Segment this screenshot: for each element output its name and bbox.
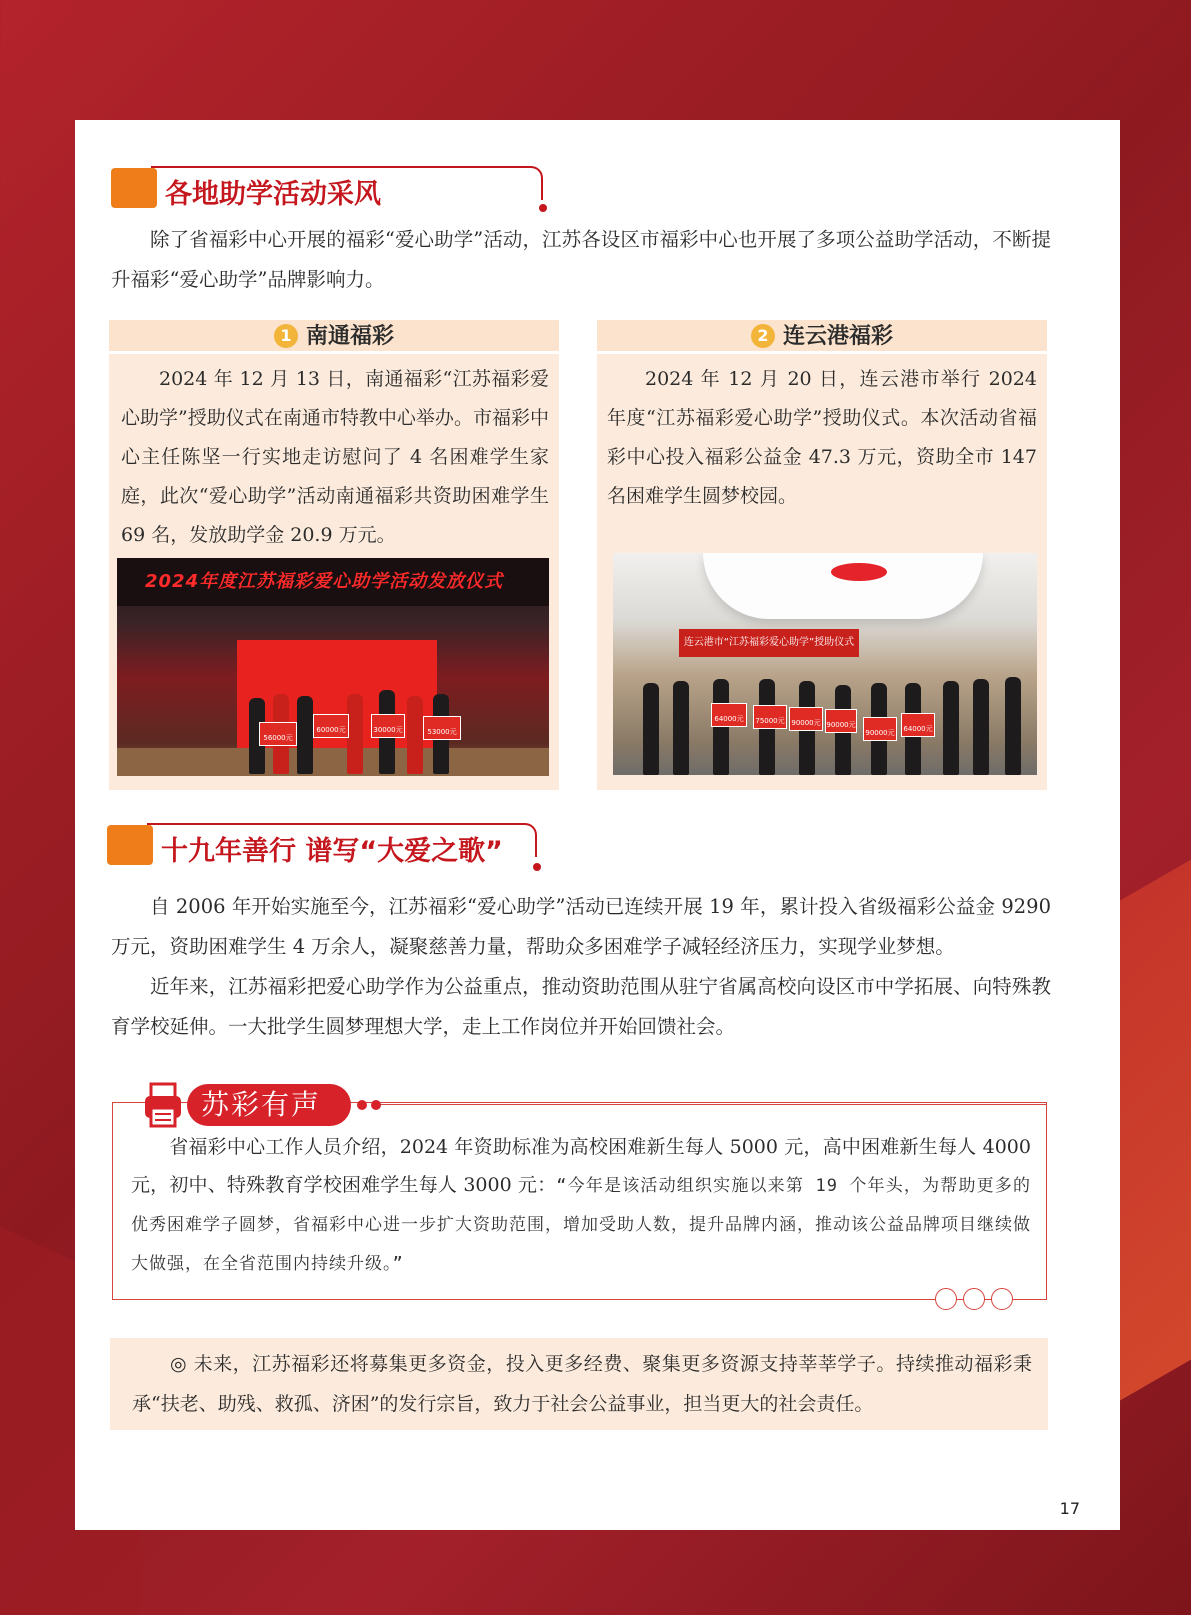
donation-board: 90000元 bbox=[825, 709, 857, 733]
card-title: 连云港福彩 bbox=[782, 324, 893, 349]
card-title: 南通福彩 bbox=[305, 324, 394, 349]
person bbox=[1005, 677, 1021, 775]
decor-dot bbox=[357, 1100, 367, 1110]
donation-board: 90000元 bbox=[789, 707, 823, 731]
section-title-text: 各地助学活动采风 bbox=[165, 179, 381, 210]
person bbox=[407, 696, 423, 774]
card-lianyungang bbox=[597, 320, 1047, 790]
voice-tag: 苏彩有声 bbox=[187, 1084, 351, 1126]
donation-board: 64000元 bbox=[711, 703, 747, 727]
paragraph-history: 自 2006 年开始实施至今，江苏福彩“爱心助学”活动已连续开展 19 年，累计投入省级福彩公益金 9290 万元，资助困难学生 4 万余人，凝聚慈善力量，帮助众多困难学子减轻经济压力，实现学业梦想。 bbox=[111, 895, 1051, 958]
future-box bbox=[110, 1338, 1048, 1430]
person bbox=[673, 681, 689, 775]
person bbox=[973, 679, 989, 775]
donation-board: 75000元 bbox=[753, 705, 787, 729]
card-nantong bbox=[109, 320, 559, 790]
section-title-1 bbox=[111, 168, 541, 214]
photo-banner: 连云港市“江苏福彩爱心助学”授助仪式 bbox=[679, 629, 859, 657]
decor-ring bbox=[991, 1288, 1013, 1310]
card-heading bbox=[109, 320, 559, 354]
ceremony-photo bbox=[117, 558, 549, 776]
voice-quote: “今年是该活动组织实施以来第 19 个年头，为帮助更多的优秀困难学子圆梦，省福彩中心进一步扩大资助范围，增加受助人数，提升品牌内涵，推动该公益品牌项目继续做大做强，在全省范围内持续升级。” bbox=[131, 1176, 1031, 1274]
voice-lead: 省福彩中心工作人员介绍，2024 年资助标准为高校困难新生每人 5000 元，高中困难新生每人 4000 元，初中、特殊教育学校困难学生每人 3000 元： bbox=[131, 1136, 1031, 1196]
ceiling bbox=[703, 553, 983, 619]
stage-floor bbox=[117, 748, 549, 776]
donation-board: 60000元 bbox=[313, 714, 349, 738]
card-text: 2024 年 12 月 20 日，连云港市举行 2024 年度“江苏福彩爱心助学”授助仪式。本次活动省福彩中心投入福彩公益金 47.3 万元，资助全市 147 名困难学生圆梦校园。 bbox=[607, 368, 1037, 507]
person bbox=[943, 681, 959, 775]
person bbox=[347, 694, 363, 774]
person bbox=[643, 683, 659, 775]
card-heading bbox=[597, 320, 1047, 354]
future-text: ◎ 未来，江苏福彩还将募集更多资金，投入更多经费、聚集更多资源支持莘莘学子。持续推动福彩秉承“扶老、助残、救孤、济困”的发行宗旨，致力于社会公益事业，担当更大的社会责任。 bbox=[132, 1353, 1032, 1415]
number-badge-icon: 1 bbox=[274, 324, 298, 348]
decor-ring bbox=[963, 1288, 985, 1310]
ceremony-photo bbox=[613, 553, 1037, 775]
donation-board: 30000元 bbox=[371, 714, 405, 738]
card-text: 2024 年 12 月 13 日，南通福彩“江苏福彩爱心助学”授助仪式在南通市特教中心举办。市福彩中心主任陈坚一行实地走访慰问了 4 名困难学生家庭，此次“爱心助学”活动南通福彩共资助困难学生 69 名，发放助学金 20.9 万元。 bbox=[121, 368, 549, 546]
donation-board: 56000元 bbox=[259, 722, 297, 746]
page bbox=[75, 120, 1120, 1530]
title-dot bbox=[533, 863, 541, 871]
page-number: 17 bbox=[1059, 1499, 1080, 1518]
decor-ring bbox=[935, 1288, 957, 1310]
donation-board: 53000元 bbox=[423, 716, 461, 740]
intro-paragraph: 除了省福彩中心开展的福彩“爱心助学”活动，江苏各设区市福彩中心也开展了多项公益助学活动，不断提升福彩“爱心助学”品牌影响力。 bbox=[111, 228, 1051, 291]
document-printer-icon bbox=[143, 1082, 183, 1128]
lottery-logo-icon bbox=[831, 563, 887, 581]
photo-banner: 2024年度江苏福彩爱心助学活动发放仪式 bbox=[117, 558, 549, 606]
voice-text bbox=[131, 1128, 1031, 1283]
donation-board: 90000元 bbox=[863, 717, 897, 741]
decor-dot bbox=[371, 1100, 381, 1110]
donation-board: 64000元 bbox=[901, 713, 935, 737]
paragraph-recent: 近年来，江苏福彩把爱心助学作为公益重点，推动资助范围从驻宁省属高校向设区市中学拓展、向特殊教育学校延伸。一大批学生圆梦理想大学，走上工作岗位并开始回馈社会。 bbox=[111, 975, 1051, 1038]
section-title-text: 十九年善行 谱写“大爱之歌” bbox=[161, 836, 503, 867]
section-title-2 bbox=[107, 825, 539, 871]
number-badge-icon: 2 bbox=[751, 324, 775, 348]
title-dot bbox=[539, 204, 547, 212]
voice-top-line bbox=[375, 1104, 1047, 1105]
person bbox=[297, 696, 313, 774]
